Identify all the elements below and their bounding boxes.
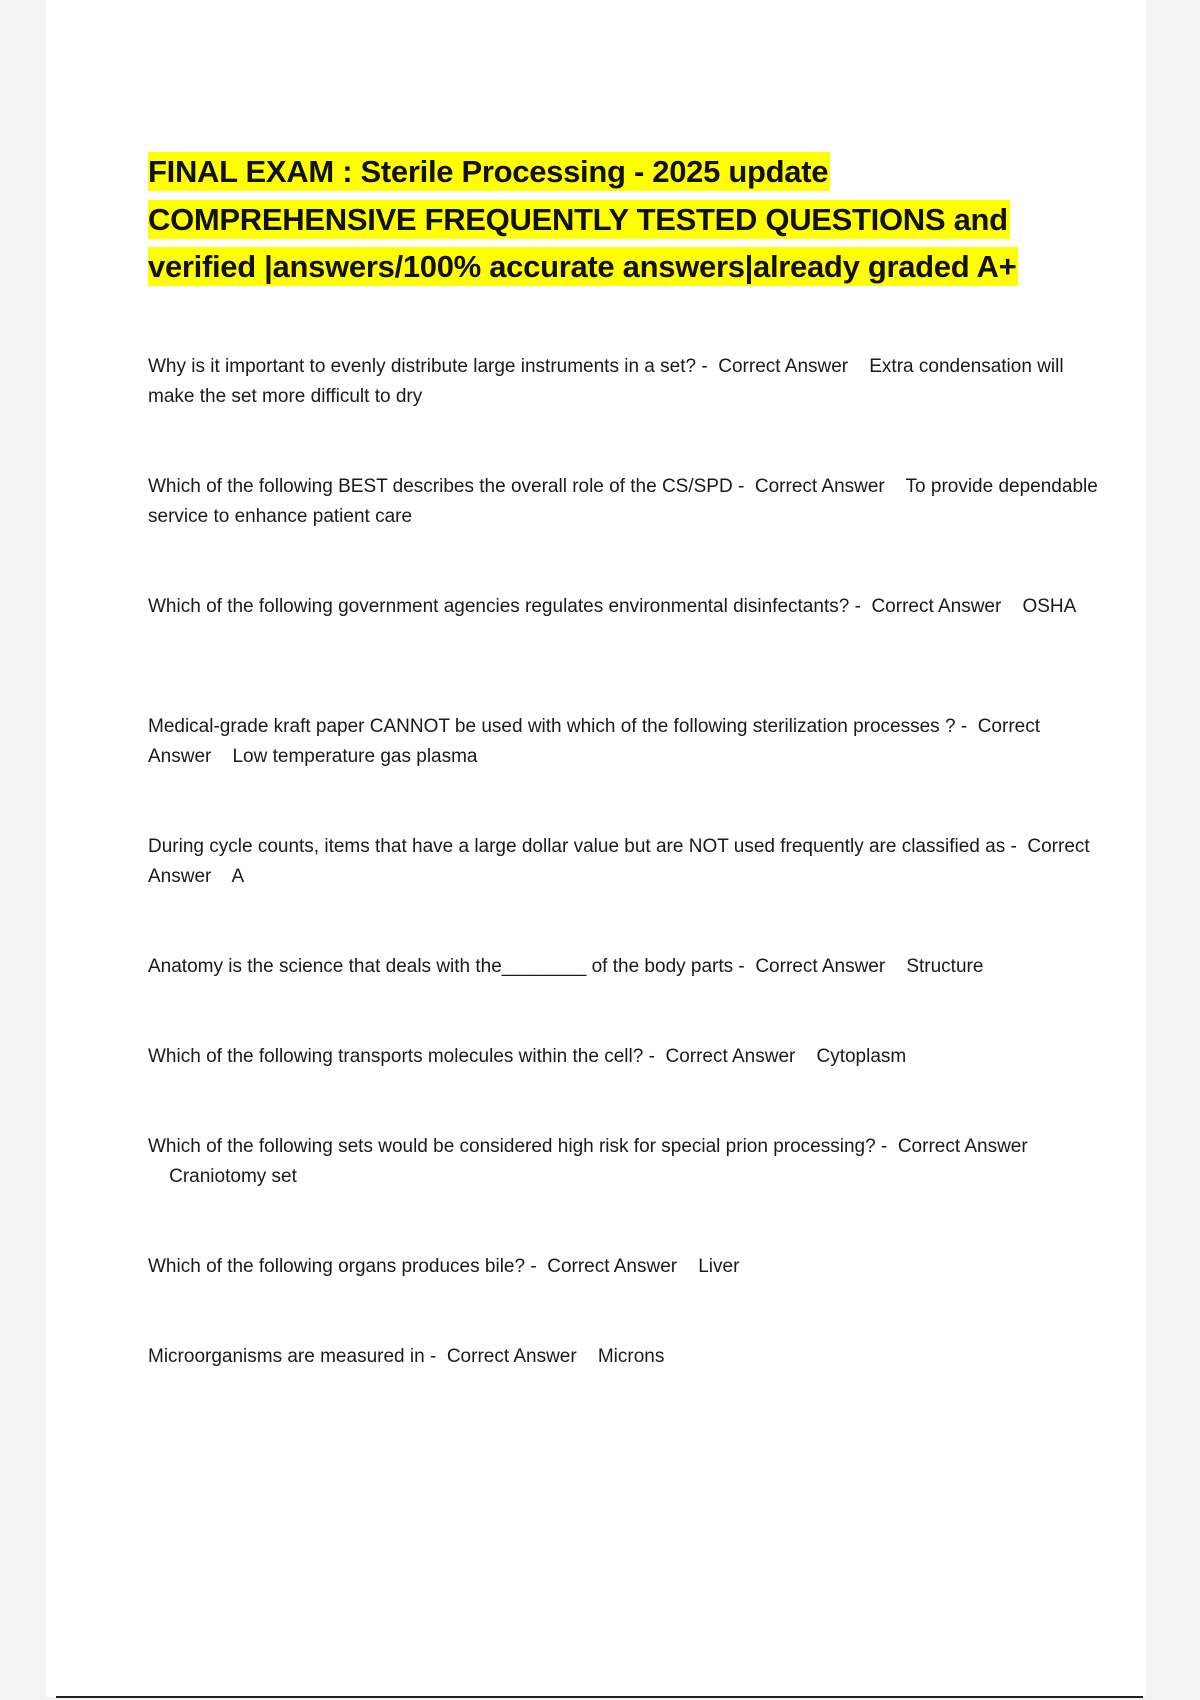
title-line-text: verified |answers/100% accurate answers|already graded A+ (148, 249, 1017, 284)
question-text: Which of the following BEST describes the overall role of the CS/SPD - (148, 476, 745, 497)
title-line-text: FINAL EXAM : Sterile Processing - 2025 update (148, 154, 829, 189)
answer-label: Correct Answer (754, 476, 885, 497)
answer-text: OSHA (1022, 596, 1077, 617)
qa-item (148, 712, 1098, 771)
answer-text: Craniotomy set (169, 1165, 297, 1187)
document-title (148, 148, 1098, 291)
question-text: During cycle counts, items that have a large dollar value but are NOT used frequently are classified as - (148, 836, 1017, 857)
qa-item (148, 592, 1098, 622)
answer-label: Correct Answer (148, 836, 1090, 887)
qa-item (148, 1132, 1098, 1191)
qa-item (148, 1042, 1098, 1072)
answer-label: Correct Answer (718, 356, 849, 377)
answer-text: Low temperature gas plasma (232, 745, 478, 767)
answer-label: Correct Answer (446, 1346, 577, 1367)
question-text: Which of the following sets would be considered high risk for special prion processing? - (148, 1136, 888, 1157)
question-text: Anatomy is the science that deals with the________ of the body parts - (148, 956, 745, 977)
answer-text: Extra condensation will make the set more difficult to dry (148, 356, 1064, 407)
answer-label: Correct Answer (897, 1136, 1028, 1157)
title-line (148, 196, 1098, 244)
question-text: Medical-grade kraft paper CANNOT be used with which of the following sterilization processes ? - (148, 716, 968, 737)
answer-label: Correct Answer (755, 956, 886, 977)
qa-item (148, 832, 1098, 891)
answer-text: To provide dependable service to enhance patient care (148, 476, 1098, 527)
answer-text: Microns (597, 1346, 665, 1367)
qa-item (148, 1252, 1098, 1282)
answer-text: A (231, 865, 245, 887)
qa-item (148, 1342, 1098, 1372)
qa-item (148, 472, 1098, 531)
question-text: Which of the following organs produces bile? - (148, 1256, 537, 1277)
qa-item (148, 352, 1098, 411)
title-line (148, 243, 1098, 291)
answer-text: Liver (698, 1256, 740, 1277)
page-bottom-rule (56, 1696, 1143, 1698)
answer-label: Correct Answer (665, 1046, 796, 1067)
title-line (148, 148, 1098, 196)
answer-text: Structure (906, 956, 984, 977)
question-text: Which of the following transports molecules within the cell? - (148, 1046, 655, 1067)
question-text: Which of the following government agencies regulates environmental disinfectants? - (148, 596, 861, 617)
answer-label: Correct Answer (871, 596, 1002, 617)
question-text: Why is it important to evenly distribute large instruments in a set? - (148, 356, 708, 377)
question-text: Microorganisms are measured in - (148, 1346, 437, 1367)
answer-label: Correct Answer (547, 1256, 678, 1277)
qa-item (148, 952, 1098, 982)
answer-label: Correct Answer (148, 716, 1040, 767)
answer-text: Cytoplasm (816, 1046, 907, 1067)
title-line-text: COMPREHENSIVE FREQUENTLY TESTED QUESTIONS and (148, 201, 1008, 237)
